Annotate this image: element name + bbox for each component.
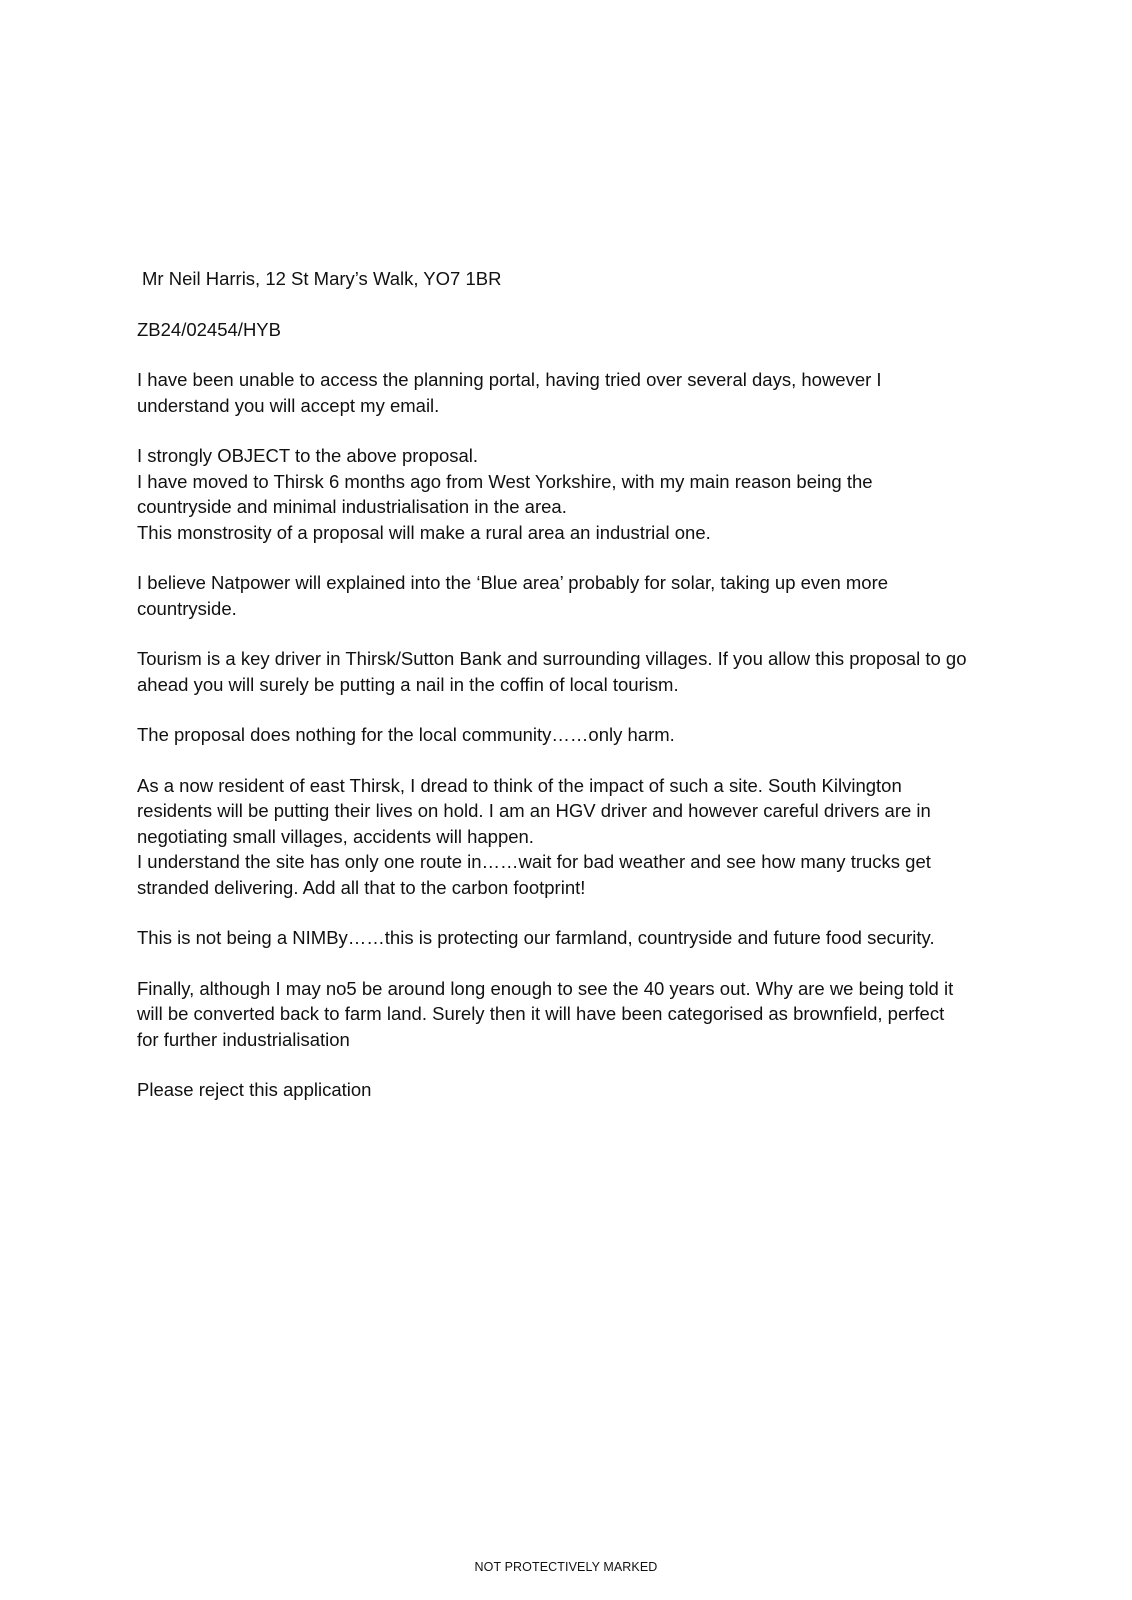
paragraph-line: stranded delivering. Add all that to the carbon footprint! <box>137 876 586 898</box>
paragraph-line: Finally, although I may no5 be around long enough to see the 40 years out. Why are we being told it <box>137 977 954 999</box>
paragraph-closing <box>137 1077 1007 1103</box>
paragraph-line: residents will be putting their lives on hold. I am an HGV driver and however careful drivers are in <box>137 800 931 821</box>
paragraph-nimby <box>137 925 1007 951</box>
paragraph-line: understand you will accept my email. <box>137 394 440 416</box>
paragraph-portal-access <box>137 367 1007 418</box>
paragraph-line: I have moved to Thirsk 6 months ago from West Yorkshire, with my main reason being the <box>137 470 873 492</box>
paragraph-line: As a now resident of east Thirsk, I dread to think of the impact of such a site. South Kilvington <box>137 774 902 796</box>
paragraph-line: The proposal does nothing for the local community……only harm. <box>137 724 675 745</box>
paragraph-tourism <box>137 646 1007 697</box>
paragraph-line: will be converted back to farm land. Surely then it will have been categorised as brownfield, perfect <box>137 1003 945 1024</box>
paragraph-line: I have been unable to access the planning portal, having tried over several days, however I <box>137 369 882 390</box>
paragraph-objection <box>137 443 1007 545</box>
paragraph-line: This is not being a NIMBy……this is protecting our farmland, countryside and future food security. <box>137 927 935 948</box>
spacer <box>137 748 1007 773</box>
sender-address: Mr Neil Harris, 12 St Mary’s Walk, YO7 1BR <box>142 268 502 289</box>
paragraph-community <box>137 722 1007 748</box>
spacer <box>137 1052 1007 1077</box>
spacer <box>137 951 1007 976</box>
paragraph-line: for further industrialisation <box>137 1028 350 1050</box>
paragraph-traffic-impact <box>137 773 1007 901</box>
spacer <box>137 292 1007 317</box>
paragraph-line: Tourism is a key driver in Thirsk/Sutton Bank and surrounding villages. If you allow this proposal to go <box>137 648 967 669</box>
paragraph-line: This monstrosity of a proposal will make a rural area an industrial one. <box>137 521 711 543</box>
paragraph-line: I strongly OBJECT to the above proposal. <box>137 445 479 466</box>
paragraph-line: countryside. <box>137 597 237 619</box>
paragraph-blue-area <box>137 570 1007 621</box>
spacer <box>137 418 1007 443</box>
paragraph-line: Please reject this application <box>137 1079 372 1100</box>
paragraph-line: I believe Natpower will explained into the ‘Blue area’ probably for solar, taking up even more <box>137 572 889 593</box>
spacer <box>137 621 1007 646</box>
spacer <box>137 545 1007 570</box>
letter-body <box>137 266 1007 1103</box>
spacer <box>137 900 1007 925</box>
paragraph-line: ahead you will surely be putting a nail in the coffin of local tourism. <box>137 673 679 695</box>
paragraph-line: I understand the site has only one route in……wait for bad weather and see how many trucks get <box>137 851 931 872</box>
planning-reference: ZB24/02454/HYB <box>137 318 281 340</box>
spacer <box>137 697 1007 722</box>
protective-marking-footer: NOT PROTECTIVELY MARKED <box>474 1560 658 1574</box>
spacer <box>137 342 1007 367</box>
paragraph-line: negotiating small villages, accidents will happen. <box>137 825 534 847</box>
paragraph-line: countryside and minimal industrialisation in the area. <box>137 496 567 517</box>
paragraph-brownfield <box>137 976 1007 1053</box>
